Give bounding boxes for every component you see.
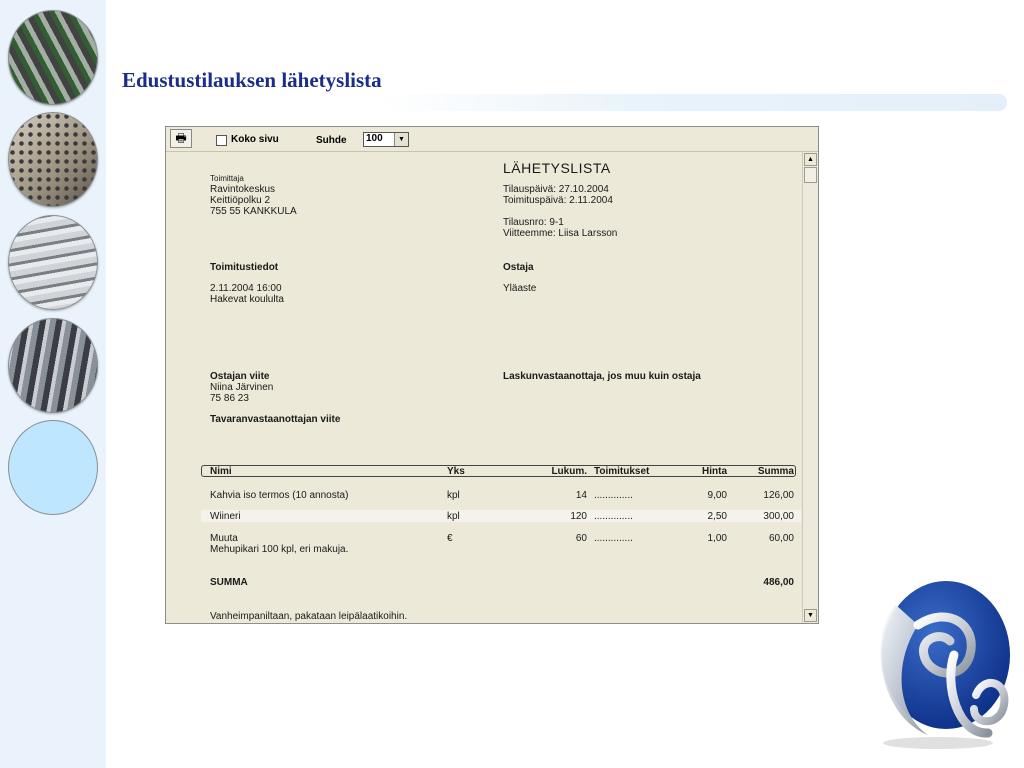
buyer-label: Ostaja	[503, 262, 534, 273]
supplier-label: Toimittaja	[210, 174, 244, 183]
table-row-price: 2,50	[707, 511, 727, 522]
col-header-unit: Yks	[447, 466, 465, 477]
delivery-info-line: Hakevat koululta	[210, 294, 284, 305]
full-page-checkbox[interactable]	[216, 135, 227, 146]
buyer-reference-label: Ostajan viite	[210, 371, 270, 382]
buyer-reference-line: 75 86 23	[210, 393, 249, 404]
supplier-line: Keittiöpolku 2	[210, 195, 271, 206]
forks-photo	[8, 318, 98, 413]
table-row-name: Kahvia iso termos (10 annosta)	[210, 490, 349, 501]
supplier-line: 755 55 KANKKULA	[210, 206, 297, 217]
delivery-info-label: Toimitustiedot	[210, 262, 279, 273]
blank-circle	[8, 420, 98, 515]
circuit-board-photo	[8, 10, 98, 105]
col-header-name: Nimi	[210, 466, 232, 477]
left-decorative-strip	[0, 0, 106, 768]
perforated-metal-photo	[8, 112, 98, 207]
full-page-label: Koko sivu	[231, 134, 279, 145]
zoom-select[interactable]	[363, 132, 409, 147]
table-row-deliveries: ..............	[594, 533, 633, 544]
vertical-scrollbar[interactable]	[802, 152, 818, 623]
order-date: Tilauspäivä: 27.10.2004	[503, 184, 609, 195]
invoice-recipient-label: Laskunvastaanottaja, jos muu kuin ostaja	[503, 371, 701, 382]
col-header-deliveries: Toimitukset	[594, 466, 650, 477]
table-row-name: Wiineri	[210, 511, 241, 522]
report-viewer-window	[165, 126, 819, 624]
table-row-deliveries: ..............	[594, 511, 633, 522]
zoom-value: 100	[366, 133, 383, 144]
document-heading: LÄHETYSLISTA	[503, 160, 611, 176]
table-row-unit: kpl	[447, 511, 460, 522]
scroll-down-icon[interactable]: ▼	[804, 609, 817, 622]
table-row-qty: 14	[575, 490, 587, 501]
zoom-ratio-label: Suhde	[316, 135, 347, 146]
viewer-toolbar	[166, 127, 818, 152]
document-page	[166, 152, 803, 623]
scrollbar-thumb[interactable]	[804, 167, 817, 183]
table-row-unit: €	[447, 533, 453, 544]
title-underline-bar	[380, 94, 1007, 111]
total-label: SUMMA	[210, 577, 248, 588]
table-row-sum: 126,00	[763, 490, 794, 501]
table-row-qty: 120	[570, 511, 587, 522]
table-row-name: Muuta	[210, 533, 238, 544]
col-header-qty: Lukum.	[551, 466, 587, 477]
goods-recipient-label: Tavaranvastaanottajan viite	[210, 414, 341, 425]
chevron-down-icon[interactable]: ▼	[394, 133, 408, 146]
table-row-note: Mehupikari 100 kpl, eri makuja.	[210, 544, 349, 555]
total-value: 486,00	[763, 577, 794, 588]
col-header-price: Hinta	[702, 466, 727, 477]
table-row-deliveries: ..............	[594, 490, 633, 501]
scroll-up-icon[interactable]: ▲	[804, 153, 817, 166]
delivery-date: Toimituspäivä: 2.11.2004	[503, 195, 613, 206]
table-row-qty: 60	[575, 533, 587, 544]
printer-icon[interactable]: 🖶	[170, 129, 192, 148]
table-row-price: 1,00	[707, 533, 727, 544]
kitchen-rack-photo	[8, 215, 98, 310]
table-row-unit: kpl	[447, 490, 460, 501]
company-logo	[858, 565, 1018, 755]
table-row-sum: 300,00	[763, 511, 794, 522]
buyer-reference-line: Niina Järvinen	[210, 382, 274, 393]
slide-title: Edustustilauksen lähetyslista	[122, 68, 382, 92]
footer-note: Vanheimpaniltaan, pakataan leipälaatikoihin.	[210, 611, 408, 622]
col-header-sum: Summa	[757, 466, 794, 477]
buyer-value: Yläaste	[503, 283, 537, 294]
our-reference: Viitteemme: Liisa Larsson	[503, 228, 618, 239]
delivery-info-line: 2.11.2004 16:00	[210, 283, 282, 294]
order-number: Tilausnro: 9-1	[503, 217, 564, 228]
table-row-price: 9,00	[707, 490, 727, 501]
table-row-sum: 60,00	[768, 533, 794, 544]
supplier-line: Ravintokeskus	[210, 184, 276, 195]
